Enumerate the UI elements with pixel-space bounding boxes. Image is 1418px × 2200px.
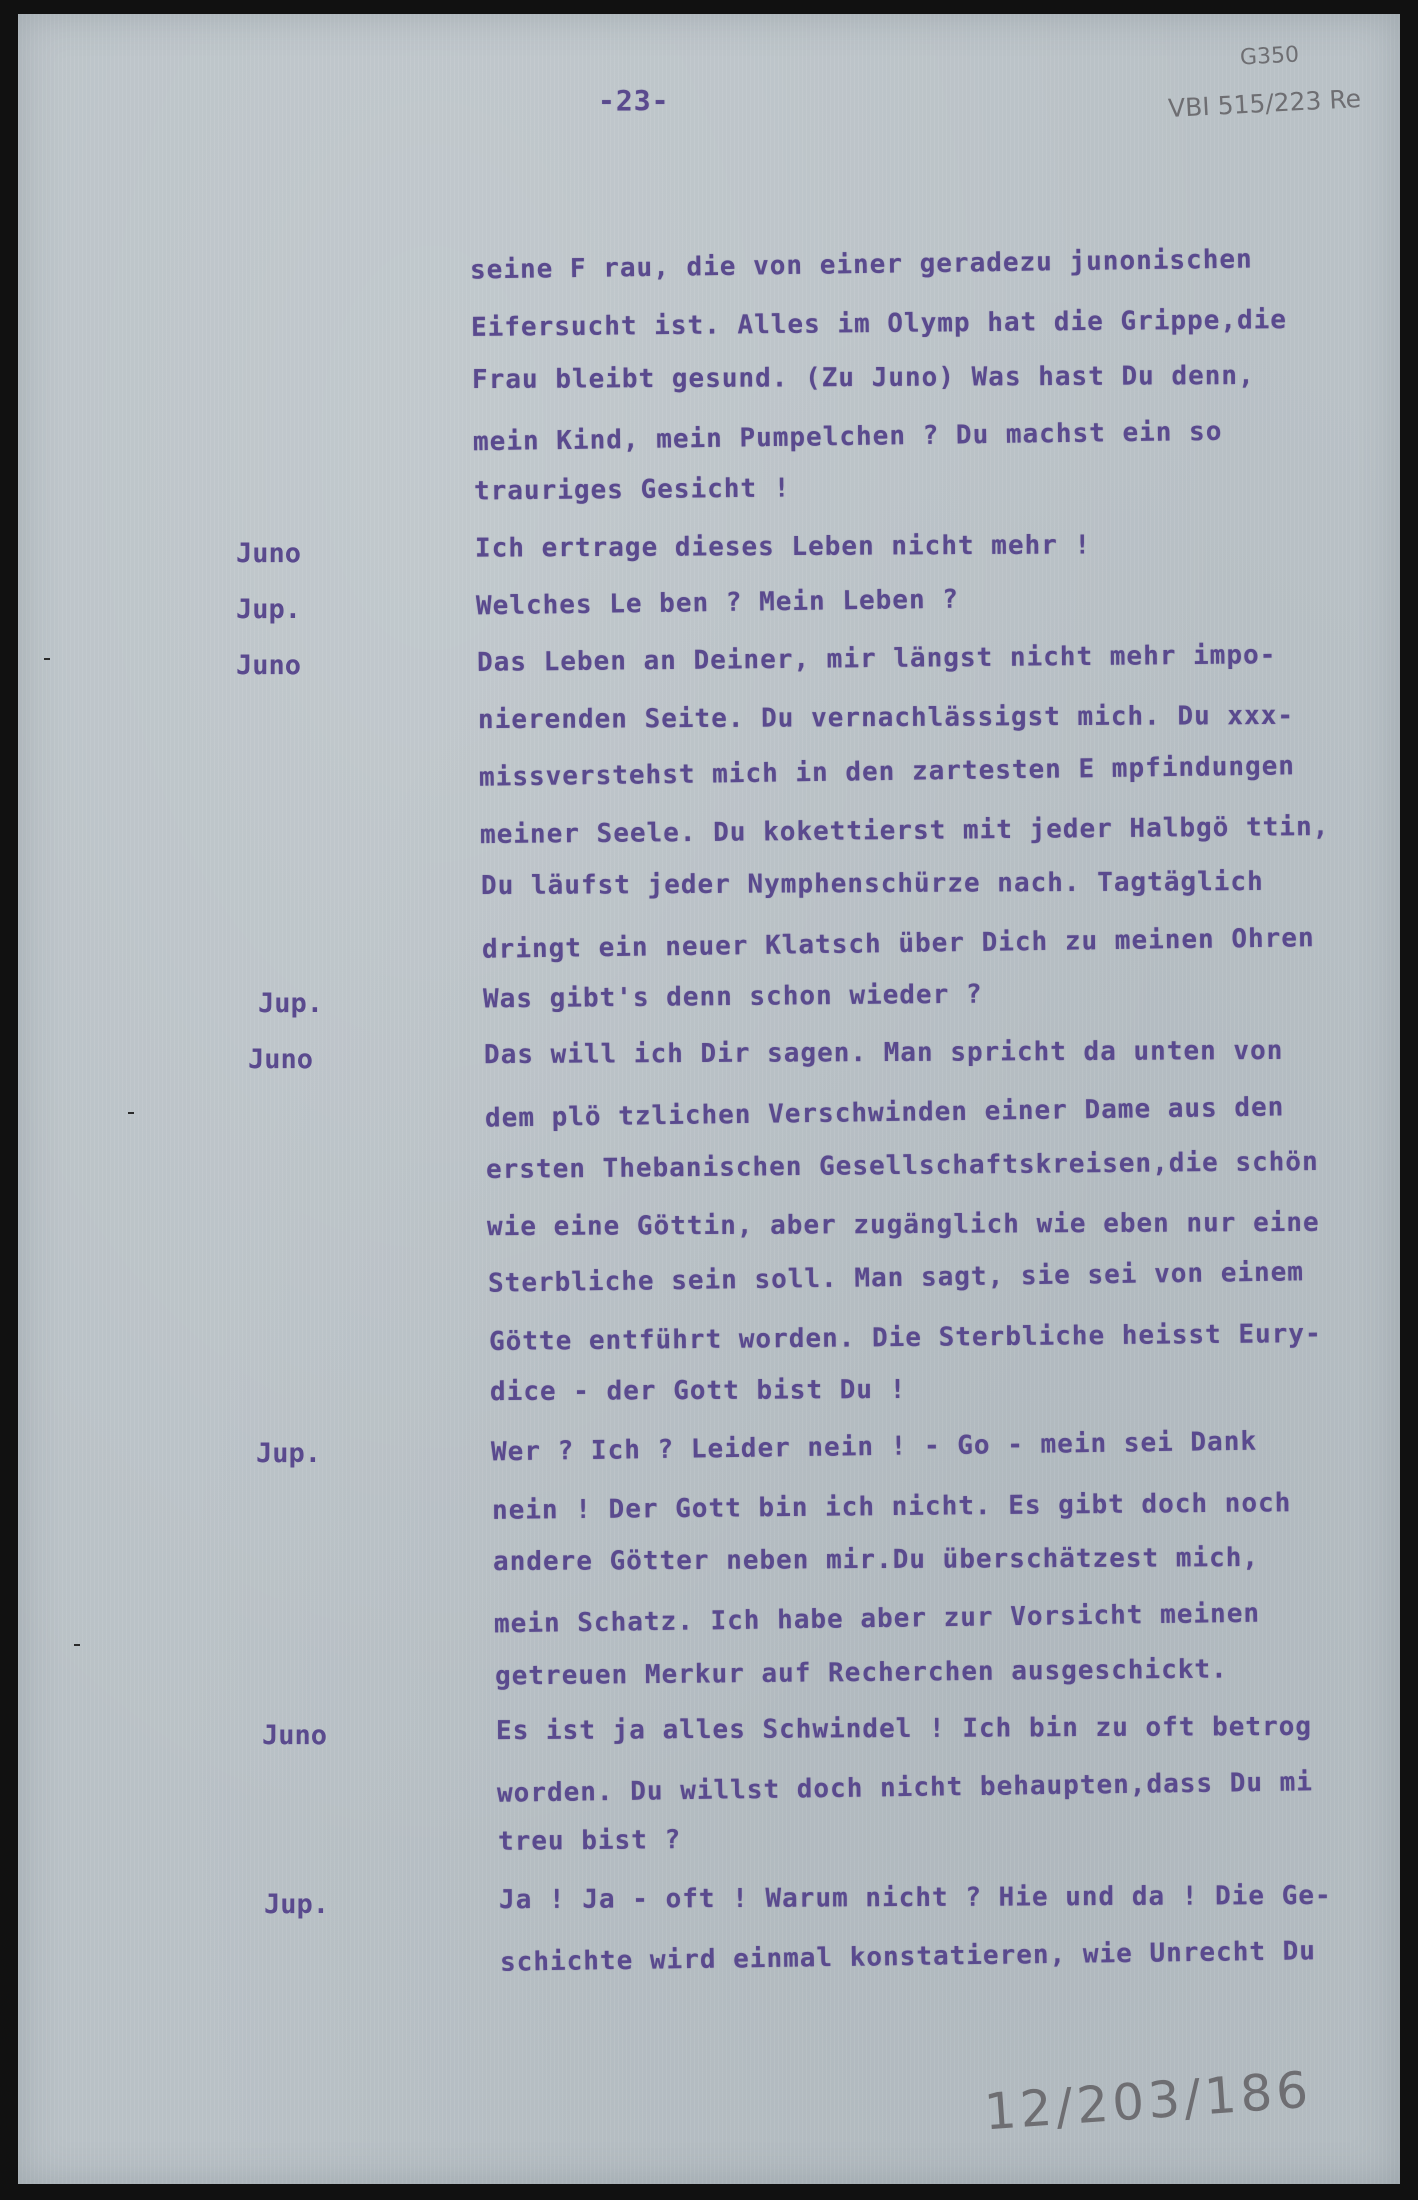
speech-line: getreuen Merkur auf Recherchen ausgeschickt. xyxy=(494,1653,1228,1692)
speech-line: nein ! Der Gott bin ich nicht. Es gibt doch noch xyxy=(491,1487,1292,1526)
speaker-name: Jup. xyxy=(258,987,324,1019)
speaker-name: Juno xyxy=(262,1719,328,1751)
speech-line: meiner Seele. Du kokettierst mit jeder Halbgö ttin, xyxy=(479,811,1330,851)
speaker-name: Jup. xyxy=(264,1888,330,1920)
speech-line: Welches Le ben ? Mein Leben ? xyxy=(475,584,960,622)
speech-line: missverstehst mich in den zartesten E mpfindungen xyxy=(478,750,1296,793)
speaker-name: Jup. xyxy=(236,593,302,625)
speech-line: Götte entführt worden. Die Sterbliche heisst Eury- xyxy=(488,1318,1322,1357)
speech-line: nierenden Seite. Du vernachlässigst mich. Du xxx- xyxy=(477,701,1295,736)
speaker-name: Jup. xyxy=(256,1438,322,1470)
speech-line: treu bist ? xyxy=(497,1825,682,1858)
speech-line: dringt ein neuer Klatsch über Dich zu meinen Ohren xyxy=(481,922,1315,965)
speaker-name: Juno xyxy=(236,537,302,569)
speech-line: Das Leben an Deiner, mir längst nicht mehr impo- xyxy=(476,640,1277,678)
speech-line: andere Götter neben mir.Du überschätzest mich, xyxy=(492,1542,1260,1577)
speech-line: Ich ertrage dieses Leben nicht mehr ! xyxy=(474,529,1092,564)
speech-line: ersten Thebanischen Gesellschaftskreisen,die schön xyxy=(485,1146,1319,1185)
speech-line: Sterbliche sein soll. Man sagt, sie sei von einem xyxy=(487,1257,1305,1300)
speaker-name: Juno xyxy=(248,1044,314,1076)
page-number: -23- xyxy=(598,84,670,117)
speech-line: Wer ? Ich ? Leider nein ! - Go - mein sei Dank xyxy=(490,1426,1258,1468)
speech-line: schichte wird einmal konstatieren, wie Unrecht Du xyxy=(499,1936,1317,1978)
speaker-name: Juno xyxy=(236,650,302,682)
margin-mark xyxy=(128,1112,134,1114)
speech-line: Frau bleibt gesund. (Zu Juno) Was hast Du denn, xyxy=(471,360,1255,395)
speech-line: wie eine Göttin, aber zugänglich wie eben nur eine xyxy=(486,1207,1320,1243)
speech-line: worden. Du willst doch nicht behaupten,dass Du mi xyxy=(496,1767,1314,1809)
speech-line: mein Schatz. Ich habe aber zur Vorsicht meinen xyxy=(493,1598,1261,1640)
speech-line: dem plö tzlichen Verschwinden einer Dame aus den xyxy=(484,1091,1285,1134)
speech-line: seine F rau, die von einer geradezu junonischen xyxy=(469,244,1253,286)
speech-line: Eifersucht ist. Alles im Olymp hat die Grippe,die xyxy=(470,305,1288,344)
speech-line: dice - der Gott bist Du ! xyxy=(489,1374,907,1408)
speech-line: Ja ! Ja - oft ! Warum nicht ? Hie und da ! Die Ge- xyxy=(498,1880,1332,1915)
margin-mark xyxy=(74,1644,80,1646)
speech-line: Es ist ja alles Schwindel ! Ich bin zu oft betrog xyxy=(495,1711,1313,1746)
margin-mark xyxy=(44,658,50,660)
speech-line: Was gibt's denn schon wieder ? xyxy=(482,979,983,1015)
speech-line: Du läufst jeder Nymphenschürze nach. Tagtäglich xyxy=(480,867,1264,902)
speech-line: Das will ich Dir sagen. Man spricht da unten von xyxy=(483,1036,1284,1071)
archive-code: G350 xyxy=(1239,42,1300,71)
archive-signature-top: VBI 515/223 Re xyxy=(1167,83,1362,124)
speech-line: mein Kind, mein Pumpelchen ? Du machst ein so xyxy=(472,416,1223,458)
typescript-page xyxy=(18,14,1400,2184)
archive-signature-bottom: 12/203/186 xyxy=(982,2060,1314,2142)
speech-line: trauriges Gesicht ! xyxy=(473,473,791,507)
